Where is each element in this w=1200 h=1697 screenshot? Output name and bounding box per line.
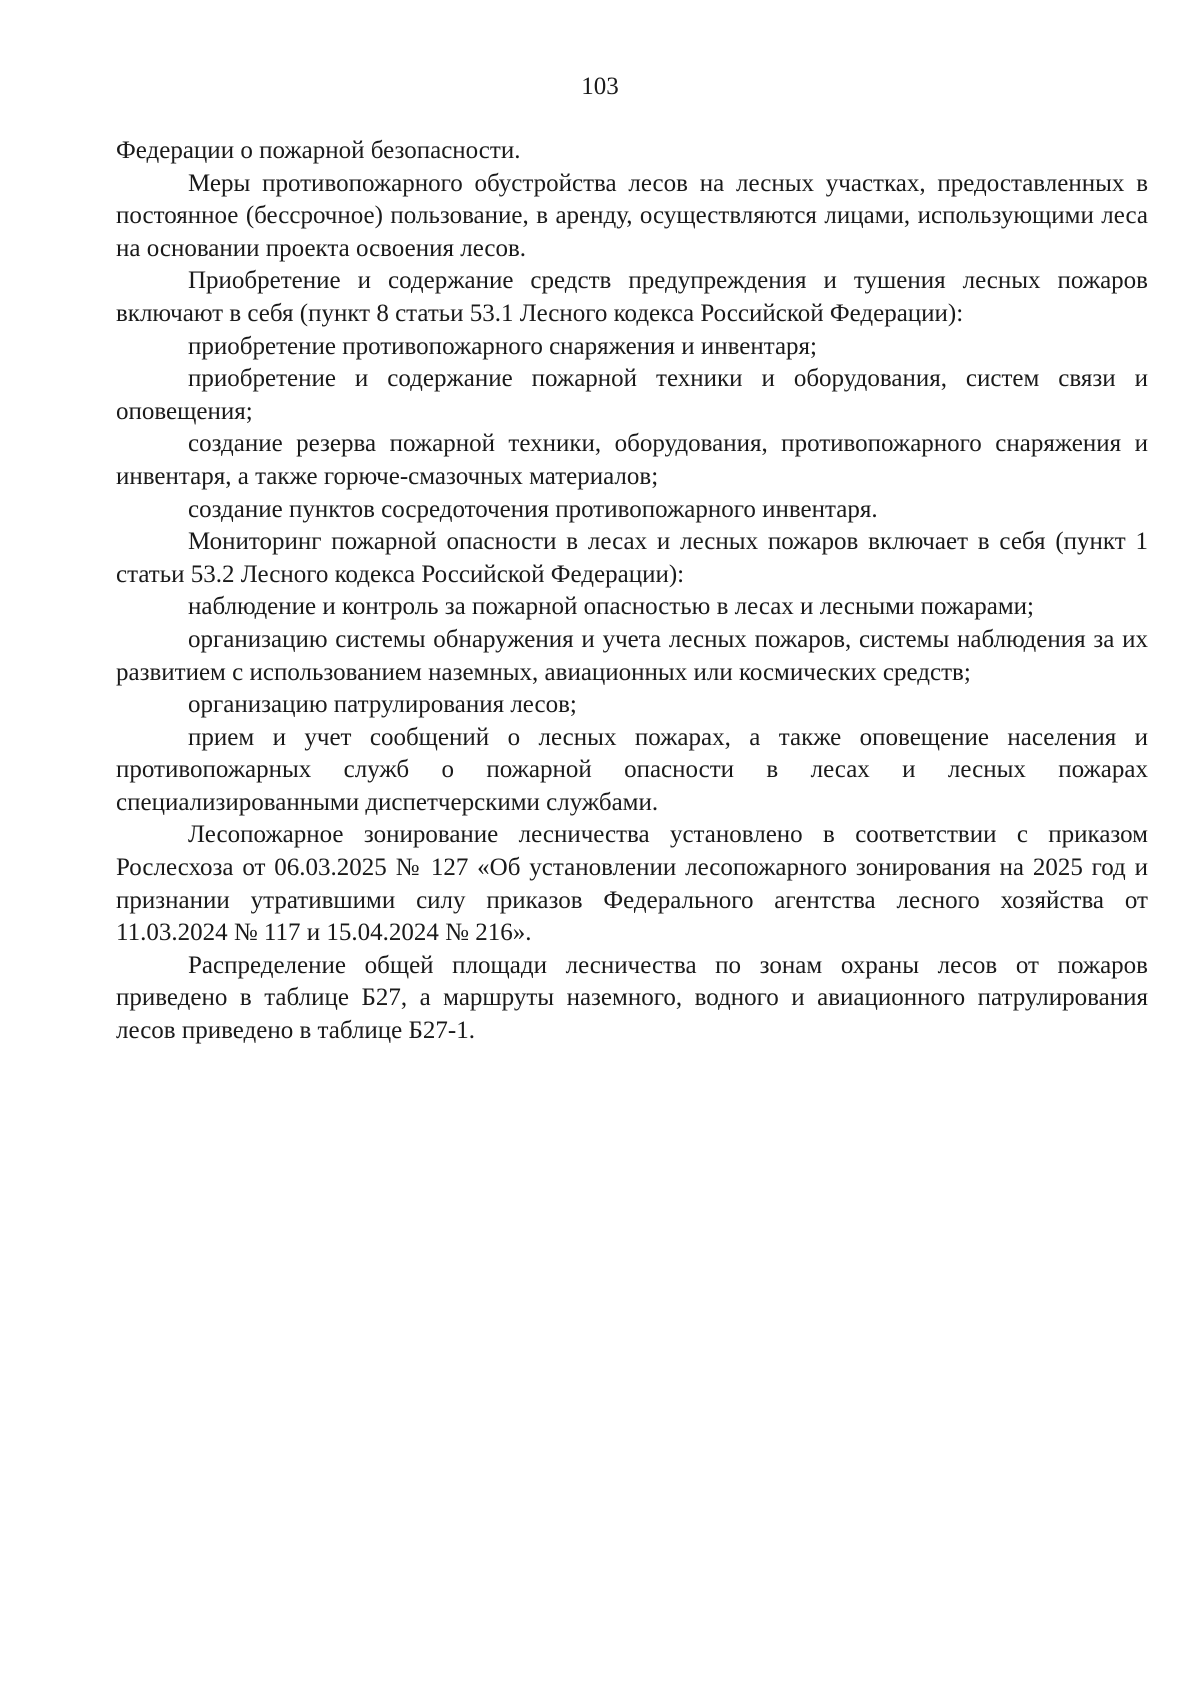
- list-item: организацию патрулирования лесов;: [188, 691, 577, 719]
- paragraph-continuation: Федерации о пожарной безопасности.: [116, 137, 521, 164]
- list-item: организацию системы обнаружения и учета лесных пожаров, системы наблюдения за их развитием с использованием наземных, авиационных или космических средств;: [116, 625, 1148, 686]
- paragraph: Распределение общей площади лесничества по зонам охраны лесов от пожаров приведено в таблице Б27, а маршруты наземного, водного и авиационного патрулирования лесов приведено в таблице Б27-1.: [116, 951, 1148, 1045]
- page-number: 103: [581, 73, 619, 100]
- paragraph: Меры противопожарного обустройства лесов на лесных участках, предоставленных в постоянное (бессрочное) пользование, в аренду, осуществляются лицами, использующими леса на основании проекта освоения лесов.: [116, 169, 1148, 262]
- list-item: наблюдение и контроль за пожарной опасностью в лесах и лесными пожарами;: [188, 593, 1034, 621]
- list-item: приобретение и содержание пожарной техники и оборудования, систем связи и оповещения;: [116, 365, 1148, 425]
- list-item: создание резерва пожарной техники, оборудования, противопожарного снаряжения и инвентаря, а также горюче-смазочных материалов;: [116, 430, 1148, 490]
- paragraph: Приобретение и содержание средств предупреждения и тушения лесных пожаров включают в себя (пункт 8 статьи 53.1 Лесного кодекса Российской Федерации):: [116, 267, 1148, 327]
- list-item: прием и учет сообщений о лесных пожарах, а также оповещение населения и противопожарных служб о пожарной опасности в лесах и лесных пожарах специализированными диспетчерскими службами.: [116, 723, 1148, 816]
- list-item: создание пунктов сосредоточения противопожарного инвентаря.: [188, 495, 878, 523]
- document-body: [116, 135, 1148, 1048]
- paragraph: Лесопожарное зонирование лесничества установлено в соответствии с приказом Рослесхоза от 06.03.2025 № 127 «Об установлении лесопожарного зонирования на 2025 год и признании утратившими силу приказов Федерального агентства лесного хозяйства от 11.03.2024 № 117 и 15.04.2024 № 216».: [116, 821, 1148, 947]
- paragraph: Мониторинг пожарной опасности в лесах и лесных пожаров включает в себя (пункт 1 статьи 53.2 Лесного кодекса Российской Федерации):: [116, 528, 1148, 588]
- list-item: приобретение противопожарного снаряжения и инвентаря;: [188, 332, 817, 360]
